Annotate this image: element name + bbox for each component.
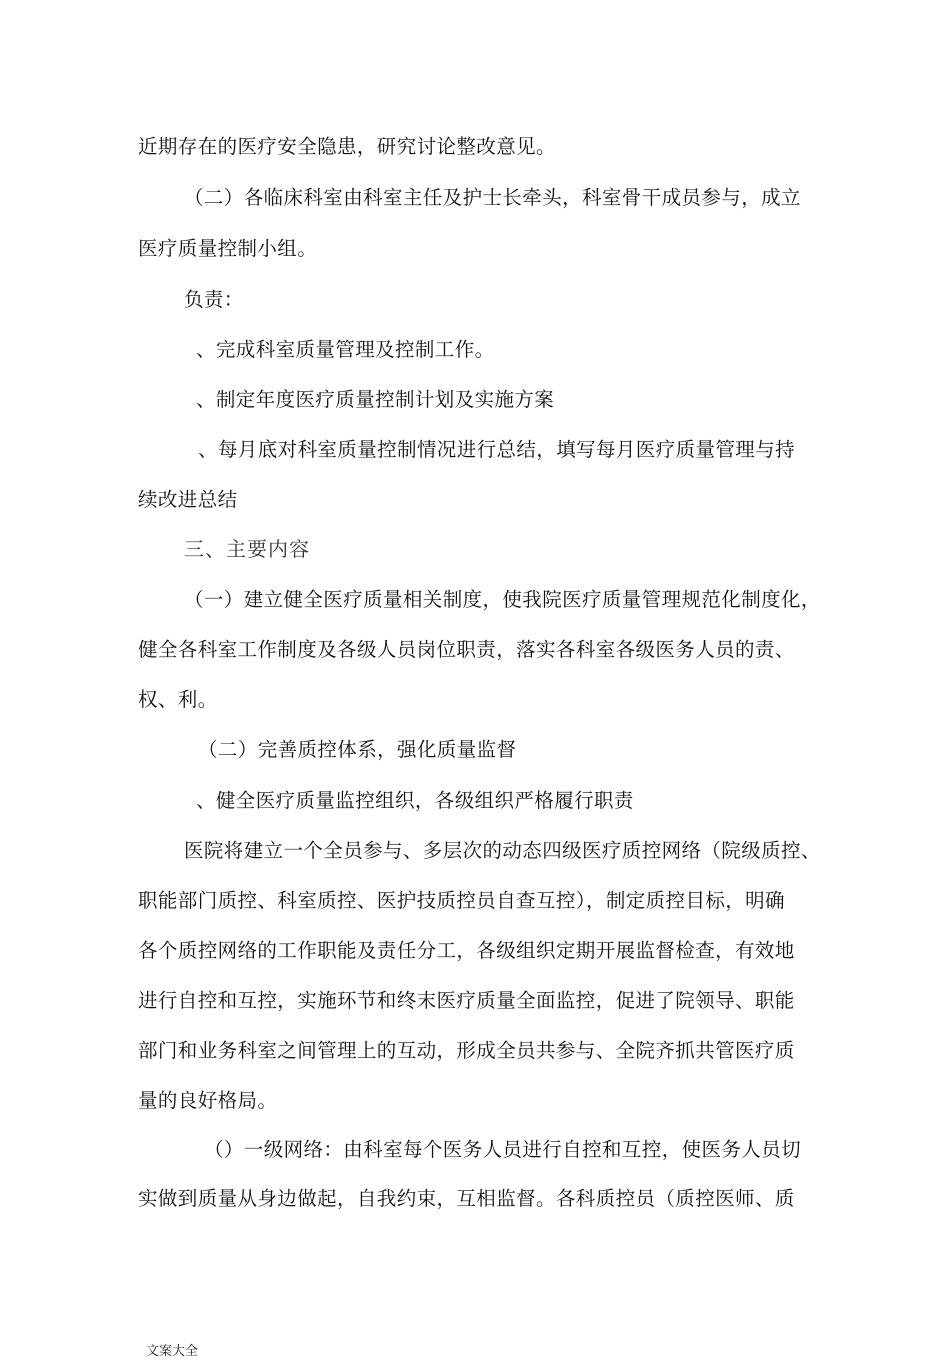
text-line-11: 健全各科室工作制度及各级人员岗位职责，落实各科室各级医务人员的责、 bbox=[138, 638, 795, 661]
text-line-5: 、完成科室质量管理及控制工作。 bbox=[196, 338, 495, 361]
section-heading: 三、主要内容 bbox=[184, 537, 310, 561]
text-line-8: 续改进总结 bbox=[138, 488, 238, 511]
text-line-1: 近期存在的医疗安全隐患，研究讨论整改意见。 bbox=[138, 135, 556, 158]
text-line-19: 部门和业务科室之间管理上的互动，形成全员共参与、全院齐抓共管医疗质 bbox=[138, 1039, 795, 1062]
text-line-14: 、健全医疗质量监控组织，各级组织严格履行职责 bbox=[196, 789, 634, 812]
page-footer: 文案大全 bbox=[146, 1344, 199, 1359]
text-line-22: 实做到质量从身边做起，自我约束，互相监督。各科质控员（质控医师、质 bbox=[138, 1187, 795, 1210]
text-line-21: （）一级网络：由科室每个医务人员进行自控和互控，使医务人员切 bbox=[204, 1138, 802, 1161]
text-line-3: 医疗质量控制小组。 bbox=[138, 237, 318, 260]
text-line-4: 负责： bbox=[184, 288, 244, 311]
text-line-12: 权、利。 bbox=[138, 688, 218, 711]
text-line-13: （二）完善质控体系，强化质量监督 bbox=[198, 738, 517, 761]
text-line-16: 职能部门质控、科室质控、医护技质控员自查互控），制定质控目标，明确 bbox=[138, 889, 785, 912]
text-line-10: （一）建立健全医疗质量相关制度，使我院医疗质量管理规范化制度化， bbox=[184, 588, 821, 611]
text-line-2: （二）各临床科室由科室主任及护士长牵头，科室骨干成员参与，成立 bbox=[184, 186, 801, 209]
text-line-15: 医院将建立一个全员参与、多层次的动态四级医疗质控网络（院级质控、 bbox=[184, 839, 821, 862]
text-line-17: 各个质控网络的工作职能及责任分工，各级组织定期开展监督检查，有效地 bbox=[138, 939, 795, 962]
text-line-18: 进行自控和互控，实施环节和终末医疗质量全面监控，促进了院领导、职能 bbox=[138, 989, 795, 1012]
text-line-7: 、每月底对科室质量控制情况进行总结，填写每月医疗质量管理与持 bbox=[198, 438, 796, 461]
text-line-6: 、制定年度医疗质量控制计划及实施方案 bbox=[196, 388, 555, 411]
text-line-20: 量的良好格局。 bbox=[138, 1089, 278, 1112]
